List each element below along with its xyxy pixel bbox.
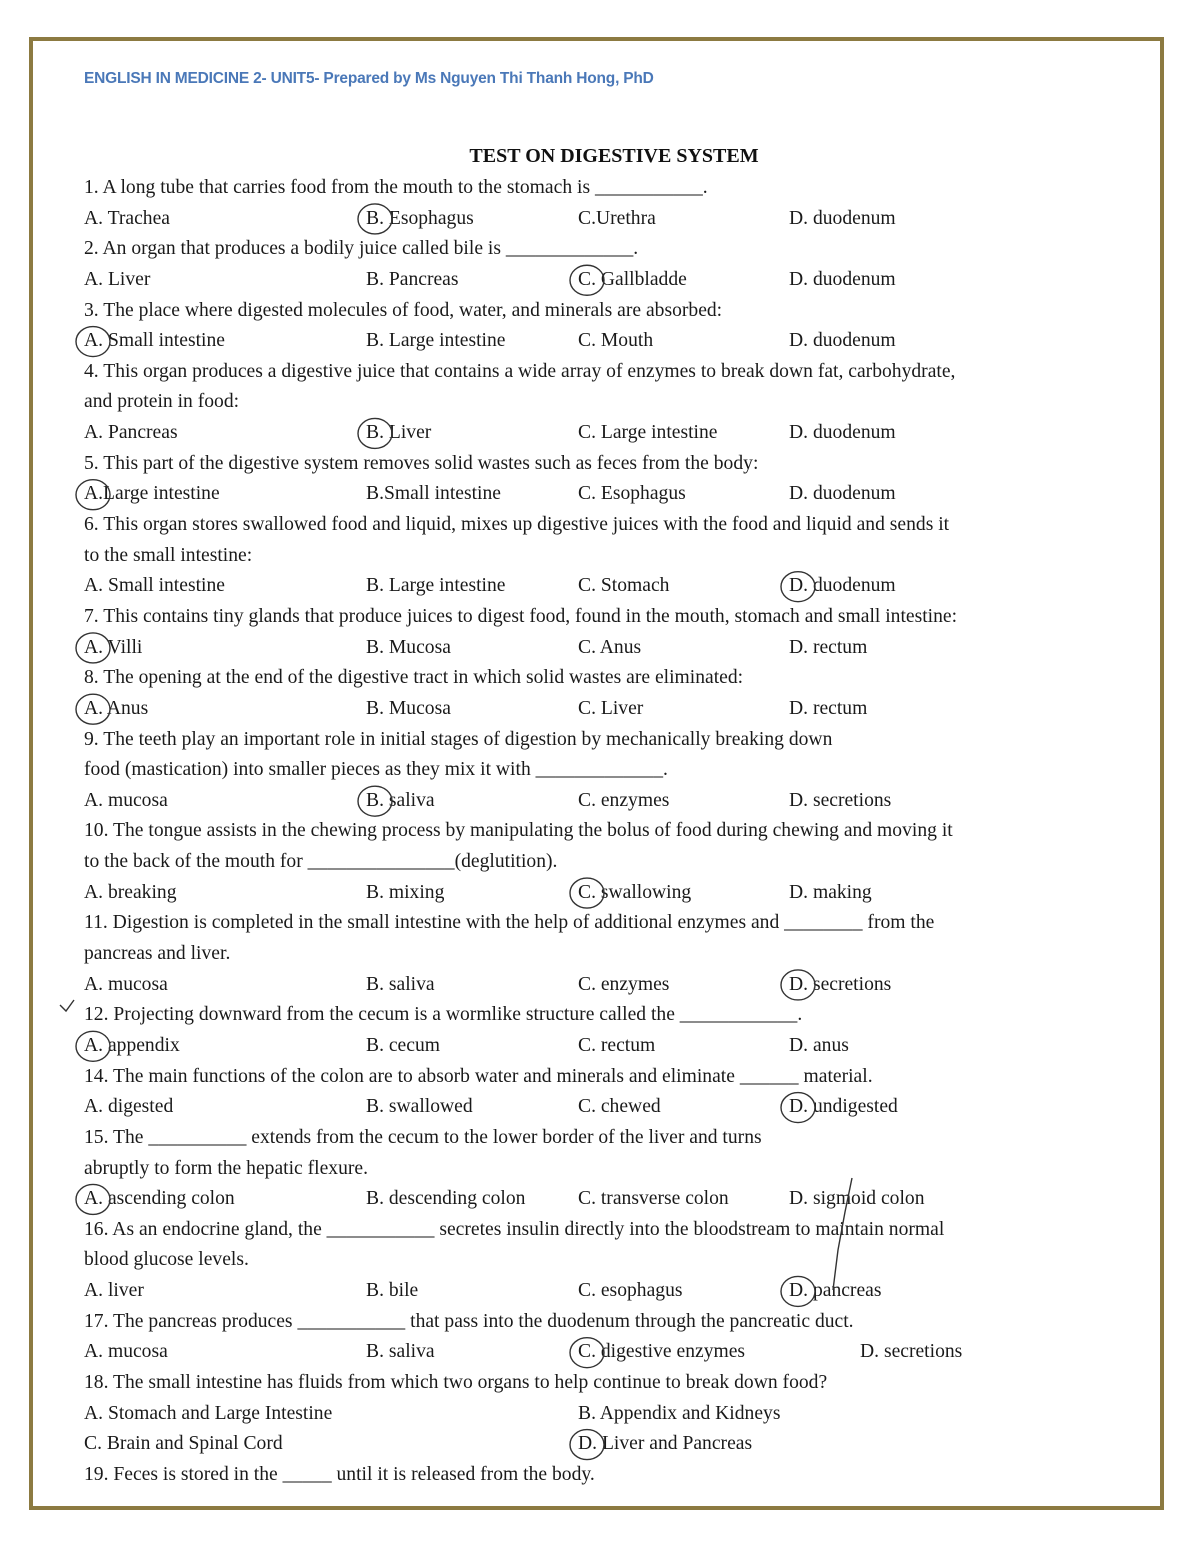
question-text: 14. The main functions of the colon are to absorb water and minerals and eliminate ______ material. <box>84 1065 873 1087</box>
option-b[interactable]: B. Large intestine <box>366 575 506 597</box>
option-d[interactable]: D. duodenum <box>789 483 896 505</box>
options-row <box>84 633 1144 664</box>
option-d[interactable]: D. making <box>789 881 872 903</box>
question-text: blood glucose levels. <box>84 1249 249 1271</box>
options-row <box>84 1276 1144 1307</box>
option-c[interactable]: C. Anus <box>578 636 642 658</box>
question-text: 19. Feces is stored in the _____ until it is released from the body. <box>84 1463 595 1485</box>
options-row <box>84 1337 1144 1368</box>
question-text: 10. The tongue assists in the chewing process by manipulating the bolus of food during chewing and moving it <box>84 820 953 842</box>
question-text: 2. An organ that produces a bodily juice called bile is _____________. <box>84 238 639 260</box>
option-d[interactable]: D. duodenum <box>789 422 896 444</box>
option-d[interactable]: D. rectum <box>789 697 868 719</box>
options-row <box>84 970 1144 1001</box>
question-text: 5. This part of the digestive system removes solid wastes such as feces from the body: <box>84 452 759 474</box>
option-b[interactable]: B. cecum <box>366 1034 440 1056</box>
option-c[interactable]: C. enzymes <box>578 789 670 811</box>
option-a[interactable]: A. Small intestine <box>84 330 225 352</box>
option-a[interactable]: A. ascending colon <box>84 1188 235 1210</box>
option-b[interactable]: B. Large intestine <box>366 330 506 352</box>
question-text: 9. The teeth play an important role in initial stages of digestion by mechanically breaking down <box>84 728 833 750</box>
options-row <box>84 786 1144 817</box>
option-c[interactable]: C.Urethra <box>578 207 656 229</box>
option-c[interactable]: C. chewed <box>578 1096 661 1118</box>
option-a[interactable]: A.Large intestine <box>84 483 220 505</box>
question-text: 11. Digestion is completed in the small intestine with the help of additional enzymes and ________ from the <box>84 912 935 934</box>
options-row <box>84 326 1144 357</box>
option-c[interactable]: C. digestive enzymes <box>578 1341 746 1363</box>
option-d[interactable]: D. secretions <box>789 789 892 811</box>
option-b[interactable]: B. saliva <box>366 973 435 995</box>
document-header: ENGLISH IN MEDICINE 2- UNIT5- Prepared by Ms Nguyen Thi Thanh Hong, PhD <box>84 70 654 87</box>
option-b[interactable]: B. saliva <box>366 1341 435 1363</box>
option-b[interactable]: B. bile <box>366 1280 419 1302</box>
option-b[interactable]: B. Pancreas <box>366 268 459 290</box>
option-c[interactable]: C. Mouth <box>578 330 654 352</box>
options-row <box>84 571 1144 602</box>
option-b[interactable]: B. swallowed <box>366 1096 473 1118</box>
option-d[interactable]: D. duodenum <box>789 207 896 229</box>
options-row <box>84 479 1144 510</box>
option-a[interactable]: A. Small intestine <box>84 575 225 597</box>
question-text: to the back of the mouth for _______________(deglutition). <box>84 851 558 873</box>
option-d[interactable]: D. Liver and Pancreas <box>578 1433 753 1455</box>
options-row <box>84 265 1144 296</box>
option-a[interactable]: A. mucosa <box>84 1341 168 1363</box>
question-text: to the small intestine: <box>84 544 253 566</box>
option-a[interactable]: A. Liver <box>84 268 151 290</box>
question-text: and protein in food: <box>84 391 240 413</box>
option-b[interactable]: B. Mucosa <box>366 636 451 658</box>
option-d[interactable]: D. secretions <box>860 1341 963 1363</box>
option-b[interactable]: B. Appendix and Kidneys <box>578 1402 781 1424</box>
question-text: 18. The small intestine has fluids from which two organs to help continue to break down food? <box>84 1371 828 1393</box>
option-a[interactable]: A. Stomach and Large Intestine <box>84 1402 333 1424</box>
option-c[interactable]: C. swallowing <box>578 881 692 903</box>
options-row <box>84 1399 1144 1430</box>
option-c[interactable]: C. transverse colon <box>578 1188 729 1210</box>
option-a[interactable]: A. mucosa <box>84 973 168 995</box>
options-row <box>84 204 1144 235</box>
question-text: 8. The opening at the end of the digestive tract in which solid wastes are eliminated: <box>84 667 744 689</box>
option-b[interactable]: B. mixing <box>366 881 445 903</box>
option-c[interactable]: C. Brain and Spinal Cord <box>84 1433 283 1455</box>
option-a[interactable]: A. liver <box>84 1280 144 1302</box>
option-a[interactable]: A. Trachea <box>84 207 170 229</box>
option-a[interactable]: A. appendix <box>84 1034 180 1056</box>
question-text: 16. As an endocrine gland, the ___________ secretes insulin directly into the bloodstream to maintain normal <box>84 1218 945 1240</box>
option-c[interactable]: C. rectum <box>578 1034 656 1056</box>
option-c[interactable]: C. Gallbladde <box>578 268 687 290</box>
question-text: 3. The place where digested molecules of food, water, and minerals are absorbed: <box>84 299 723 321</box>
options-row <box>84 878 1144 909</box>
option-b[interactable]: B.Small intestine <box>366 483 501 505</box>
question-text: abruptly to form the hepatic flexure. <box>84 1157 369 1179</box>
options-row <box>84 1184 1144 1215</box>
question-text: 15. The __________ extends from the cecum to the lower border of the liver and turns <box>84 1126 762 1148</box>
option-a[interactable]: A. mucosa <box>84 789 168 811</box>
option-a[interactable]: A. breaking <box>84 881 177 903</box>
option-d[interactable]: D. sigmoid colon <box>789 1188 925 1210</box>
option-b[interactable]: B. Mucosa <box>366 697 451 719</box>
option-c[interactable]: C. esophagus <box>578 1280 683 1302</box>
question-text: food (mastication) into smaller pieces as they mix it with _____________. <box>84 759 668 781</box>
option-c[interactable]: C. Stomach <box>578 575 670 597</box>
options-row <box>84 1429 1144 1460</box>
option-b[interactable]: B. descending colon <box>366 1188 526 1210</box>
option-d[interactable]: D. undigested <box>789 1096 898 1118</box>
option-b[interactable]: B. saliva <box>366 789 435 811</box>
option-c[interactable]: C. Esophagus <box>578 483 686 505</box>
option-b[interactable]: B. Esophagus <box>366 207 474 229</box>
option-c[interactable]: C. Large intestine <box>578 422 718 444</box>
options-row <box>84 1092 1144 1123</box>
options-row <box>84 1031 1144 1062</box>
question-list <box>84 173 1144 1491</box>
option-d[interactable]: D. anus <box>789 1034 849 1056</box>
option-d[interactable]: D. pancreas <box>789 1280 882 1302</box>
question-text: 17. The pancreas produces ___________ that pass into the duodenum through the pancreatic duct. <box>84 1310 854 1332</box>
option-d[interactable]: D. duodenum <box>789 575 896 597</box>
question-text: 12. Projecting downward from the cecum is a wormlike structure called the ____________. <box>84 1004 803 1026</box>
question-text: 7. This contains tiny glands that produce juices to digest food, found in the mouth, stomach and small intestine: <box>84 605 958 627</box>
test-title: TEST ON DIGESTIVE SYSTEM <box>469 145 759 167</box>
option-d[interactable]: D. secretions <box>789 973 892 995</box>
question-text: 4. This organ produces a digestive juice that contains a wide array of enzymes to break down fat, carbohydrate, <box>84 360 956 382</box>
option-a[interactable]: A. Villi <box>84 636 143 658</box>
question-text: 6. This organ stores swallowed food and liquid, mixes up digestive juices with the food and liquid and sends it <box>84 514 950 536</box>
option-d[interactable]: D. duodenum <box>789 268 896 290</box>
option-c[interactable]: C. enzymes <box>578 973 670 995</box>
option-b[interactable]: B. Liver <box>366 422 432 444</box>
options-row <box>84 418 1144 449</box>
question-text: 1. A long tube that carries food from the mouth to the stomach is ___________. <box>84 177 708 198</box>
option-d[interactable]: D. rectum <box>789 636 868 658</box>
option-a[interactable]: A. Anus <box>84 697 149 719</box>
option-a[interactable]: A. digested <box>84 1096 174 1118</box>
question-text: pancreas and liver. <box>84 943 231 965</box>
options-row <box>84 694 1144 725</box>
option-c[interactable]: C. Liver <box>578 697 644 719</box>
option-d[interactable]: D. duodenum <box>789 330 896 352</box>
option-a[interactable]: A. Pancreas <box>84 422 178 444</box>
